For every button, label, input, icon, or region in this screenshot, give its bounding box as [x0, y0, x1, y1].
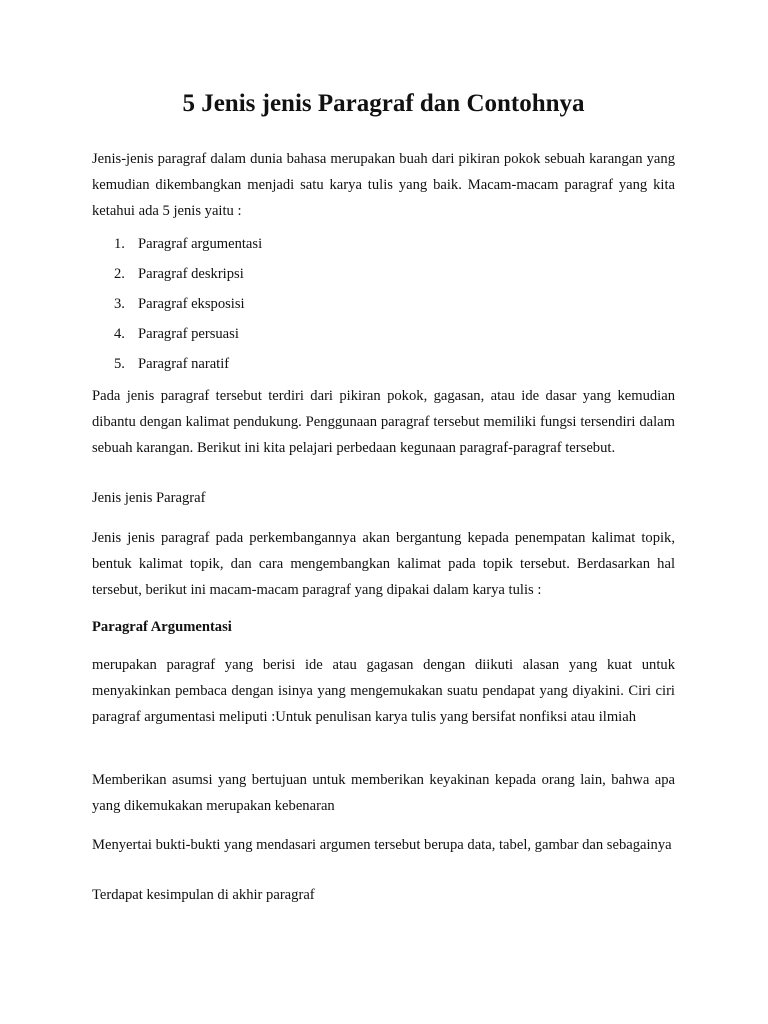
closing-line: Terdapat kesimpulan di akhir paragraf [92, 887, 315, 903]
body-paragraph: Jenis jenis paragraf pada perkembangannya akan bergantung kepada penempatan kalimat topik, bentuk kalimat topik, dan cara mengembangkan kalimat pada topik tersebut. Berdasarkan hal tersebut, berikut ini macam-macam paragraf yang dipakai dalam karya tulis : [92, 530, 675, 598]
body-paragraph: Memberikan asumsi yang bertujuan untuk memberikan keyakinan kepada orang lain, bahwa apa yang dikemukakan merupakan kebenaran [92, 772, 675, 814]
list-item-number: 4. [114, 326, 125, 342]
list-item-number: 5. [114, 356, 125, 372]
subheading-text: Jenis jenis Paragraf [92, 490, 206, 506]
document-title: 5 Jenis jenis Paragraf dan Contohnya [182, 90, 585, 117]
intro-paragraph: Jenis-jenis paragraf dalam dunia bahasa merupakan buah dari pikiran pokok sebuah karangan yang kemudian dikembangkan menjadi satu karya tulis yang baik. Macam-macam paragraf yang kita ketahui ada 5 jenis yaitu : [92, 151, 675, 219]
list-item-number: 3. [114, 296, 125, 312]
section-heading: Paragraf Argumentasi [92, 619, 232, 635]
list-item-number: 1. [114, 236, 125, 252]
list-item-text: Paragraf eksposisi [138, 296, 245, 312]
body-paragraph: Menyertai bukti-bukti yang mendasari argumen tersebut berupa data, tabel, gambar dan sebagainya [92, 837, 672, 853]
list-item-text: Paragraf argumentasi [138, 236, 263, 252]
list-item-text: Paragraf naratif [138, 356, 230, 372]
list-item-number: 2. [114, 266, 125, 282]
body-paragraph: Pada jenis paragraf tersebut terdiri dari pikiran pokok, gagasan, atau ide dasar yang kemudian dibantu dengan kalimat pendukung. Penggunaan paragraf tersebut memiliki fungsi tersendiri dalam sebuah karangan. Berikut ini kita pelajari perbedaan kegunaan paragraf-paragraf tersebut. [92, 388, 675, 456]
list-item-text: Paragraf deskripsi [138, 266, 244, 282]
body-paragraph: merupakan paragraf yang berisi ide atau gagasan dengan diikuti alasan yang kuat untuk menyakinkan pembaca dengan isinya yang mengemukakan suatu pendapat yang diyakini. Ciri ciri paragraf argumentasi meliputi :Untuk penulisan karya tulis yang bersifat nonfiksi atau ilmiah [92, 657, 675, 725]
list-item-text: Paragraf persuasi [138, 326, 239, 342]
